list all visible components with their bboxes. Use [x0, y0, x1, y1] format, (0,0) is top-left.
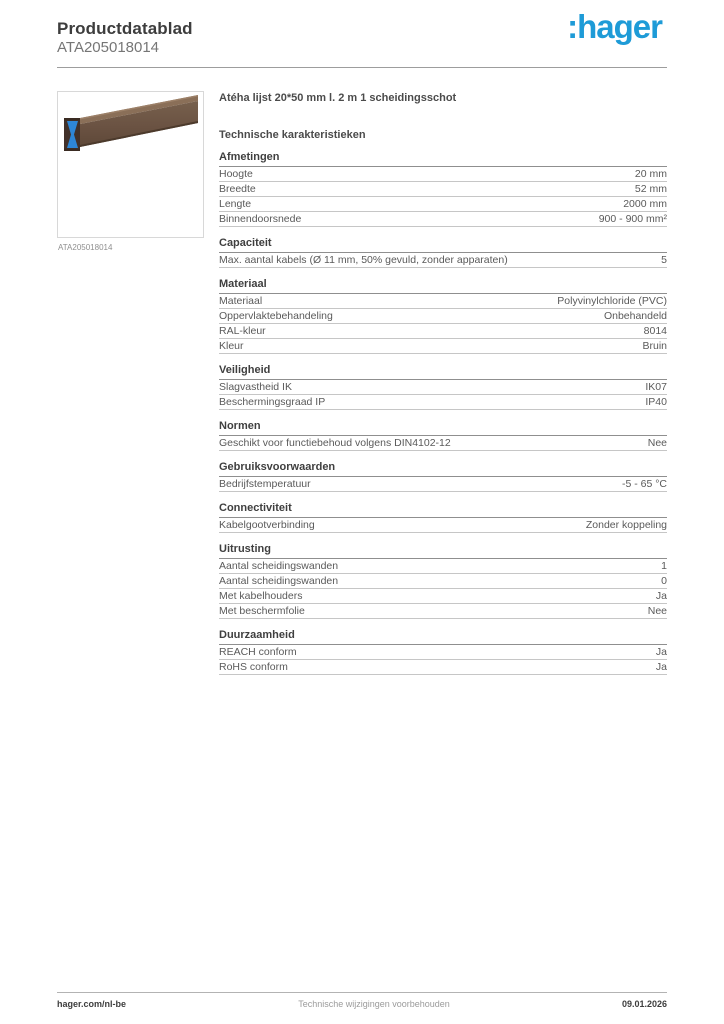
spec-label: Aantal scheidingswanden — [219, 575, 339, 587]
section-heading: Gebruiksvoorwaarden — [219, 461, 667, 477]
spec-value: Onbehandeld — [603, 310, 667, 322]
end-cap-top-lip — [64, 118, 80, 121]
section-heading: Veiligheid — [219, 364, 667, 380]
spec-value: Polyvinylchloride (PVC) — [557, 295, 667, 307]
spec-value: Nee — [647, 437, 667, 449]
spec-label: Beschermingsgraad IP — [219, 396, 326, 408]
spec-sections — [219, 151, 667, 675]
spec-label: Slagvastheid IK — [219, 381, 292, 393]
spec-label: Kabelgootverbinding — [219, 519, 315, 531]
header-divider — [57, 67, 667, 68]
spec-row — [219, 574, 667, 589]
spec-value: 900 - 900 mm² — [598, 213, 667, 225]
spec-value: Nee — [647, 605, 667, 617]
spec-value: IP40 — [645, 396, 667, 408]
spec-label: Oppervlaktebehandeling — [219, 310, 333, 322]
spec-row — [219, 294, 667, 309]
product-reference: ATA205018014 — [57, 39, 160, 56]
spec-row — [219, 253, 667, 268]
spec-section-veiligheid — [219, 364, 667, 410]
spec-section-connectiviteit — [219, 502, 667, 533]
section-heading: Capaciteit — [219, 237, 667, 253]
section-heading: Afmetingen — [219, 151, 667, 167]
spec-value: -5 - 65 °C — [621, 478, 667, 490]
spec-value: Ja — [655, 590, 667, 602]
product-title: Atéha lijst 20*50 mm l. 2 m 1 scheidingsschot — [219, 92, 457, 104]
spec-label: Bedrijfstemperatuur — [219, 478, 311, 490]
end-cap-bottom-lip — [64, 149, 80, 152]
footer-disclaimer: Technische wijzigingen voorbehouden — [298, 999, 450, 1009]
spec-value: Ja — [655, 661, 667, 673]
spec-row — [219, 339, 667, 354]
spec-value: Zonder koppeling — [585, 519, 667, 531]
spec-value: IK07 — [645, 381, 667, 393]
product-image-caption: ATA205018014 — [58, 243, 113, 252]
spec-row — [219, 477, 667, 492]
spec-row — [219, 324, 667, 339]
footer — [57, 999, 667, 1009]
spec-value: 52 mm — [634, 183, 667, 195]
product-image-frame — [57, 91, 204, 238]
spec-content — [219, 92, 667, 675]
spec-label: Max. aantal kabels (Ø 11 mm, 50% gevuld, zonder apparaten) — [219, 254, 508, 266]
spec-row — [219, 660, 667, 675]
spec-value: 2000 mm — [623, 198, 667, 210]
spec-value: Ja — [655, 646, 667, 658]
spec-row — [219, 395, 667, 410]
spec-label: Met kabelhouders — [219, 590, 303, 602]
spec-row — [219, 559, 667, 574]
spec-label: Materiaal — [219, 295, 263, 307]
spec-value: 0 — [661, 575, 667, 587]
spec-label: Breedte — [219, 183, 256, 195]
footer-website-link[interactable]: hager.com/nl-be — [57, 999, 127, 1009]
spec-section-gebruiksvoorwaarden — [219, 461, 667, 492]
spec-label: Kleur — [219, 340, 244, 352]
page-title: Productdatablad — [57, 19, 193, 38]
spec-section-duurzaamheid — [219, 629, 667, 675]
footer-divider — [57, 992, 667, 993]
section-heading: Materiaal — [219, 278, 667, 294]
section-heading: Connectiviteit — [219, 502, 667, 518]
spec-row — [219, 380, 667, 395]
spec-row — [219, 167, 667, 182]
spec-value: 8014 — [643, 325, 667, 337]
spec-row — [219, 589, 667, 604]
spec-section-afmetingen — [219, 151, 667, 227]
spec-value: 1 — [661, 560, 667, 572]
tech-characteristics-heading: Technische karakteristieken — [219, 129, 366, 141]
spec-row — [219, 182, 667, 197]
spec-row — [219, 197, 667, 212]
spec-label: Lengte — [219, 198, 252, 210]
spec-label: Met beschermfolie — [219, 605, 305, 617]
spec-section-materiaal — [219, 278, 667, 354]
spec-label: Binnendoorsnede — [219, 213, 302, 225]
spec-row — [219, 604, 667, 619]
spec-row — [219, 436, 667, 451]
spec-label: RoHS conform — [219, 661, 288, 673]
spec-label: Aantal scheidingswanden — [219, 560, 339, 572]
product-image — [58, 92, 203, 237]
spec-section-normen — [219, 420, 667, 451]
section-heading: Duurzaamheid — [219, 629, 667, 645]
spec-label: Geschikt voor functiebehoud volgens DIN4102-12 — [219, 437, 451, 449]
spec-label: RAL-kleur — [219, 325, 266, 337]
spec-section-capaciteit — [219, 237, 667, 268]
section-heading: Uitrusting — [219, 543, 667, 559]
spec-value: 5 — [661, 254, 667, 266]
section-heading: Normen — [219, 420, 667, 436]
spec-value: Bruin — [642, 340, 667, 352]
spec-label: REACH conform — [219, 646, 297, 658]
spec-row — [219, 212, 667, 227]
spec-value: 20 mm — [634, 168, 667, 180]
footer-date: 09.01.2026 — [621, 999, 667, 1009]
spec-row — [219, 645, 667, 660]
spec-section-uitrusting — [219, 543, 667, 619]
hager-logo: :hager — [567, 8, 662, 45]
spec-row — [219, 309, 667, 324]
spec-row — [219, 518, 667, 533]
spec-label: Hoogte — [219, 168, 253, 180]
